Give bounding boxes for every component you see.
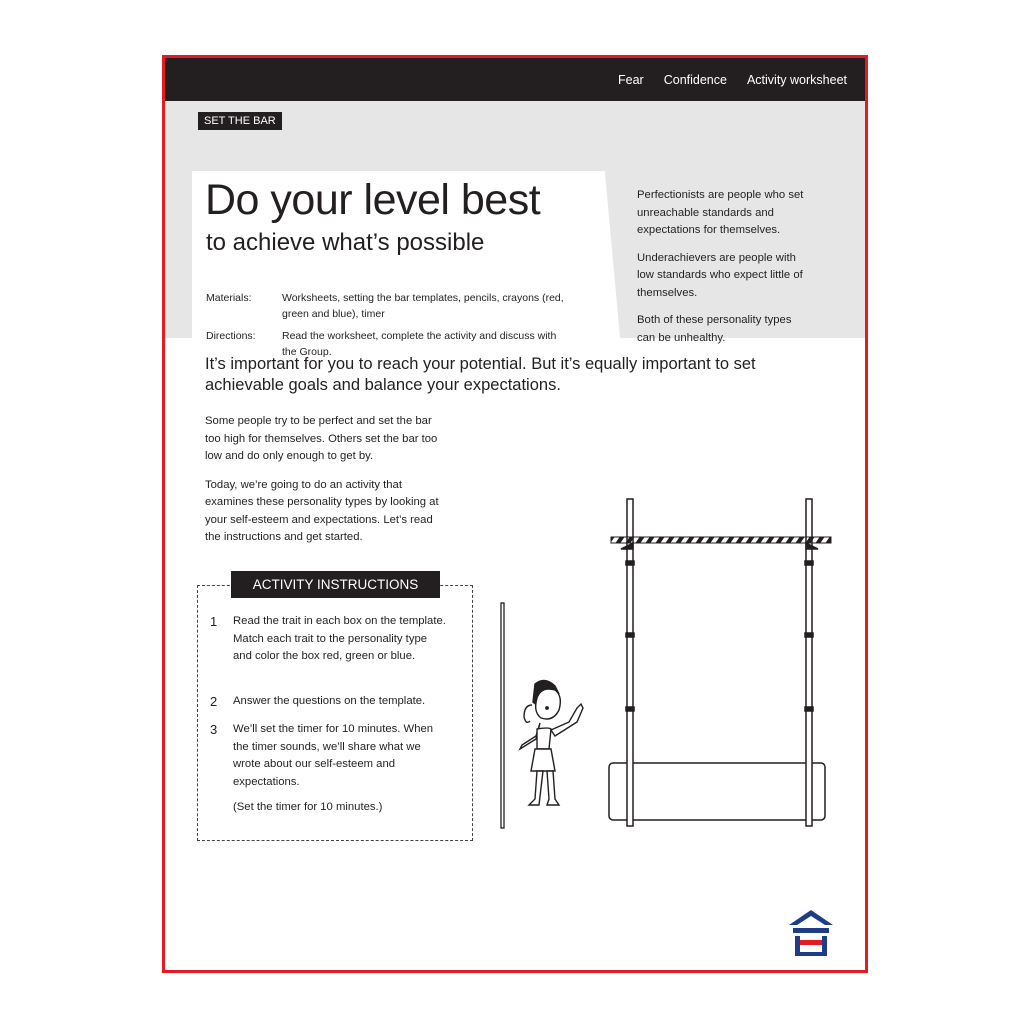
nav-item-activity-worksheet[interactable]: Activity worksheet: [746, 72, 847, 87]
sidebar-perfectionists: Perfectionists are people who set unreachable standards and expectations for themselves.: [637, 189, 804, 236]
nav-item-confidence[interactable]: Confidence: [663, 72, 727, 87]
intro-paragraph-2: Today, we’re going to do an activity that examines these personality types by looking at your self-esteem and expectations. Let’s read the instructions and get started.: [205, 478, 439, 543]
step-text: We’ll set the timer for 10 minutes. When the timer sounds, we’ll share what we wrote about our self-esteem and expectations.: [233, 723, 434, 788]
step-number: 2: [210, 694, 218, 709]
crossbar-icon: [611, 537, 831, 543]
lead-paragraph: It’s important for you to reach your potential. But it’s equally important to set achievable goals and balance your expectations.: [205, 355, 756, 394]
sidebar-underachievers: Underachievers are people with low standards who expect little of themselves.: [637, 251, 803, 299]
page-subtitle: to achieve what’s possible: [206, 229, 485, 256]
measuring-pole: [501, 603, 504, 828]
step-number: 3: [210, 722, 218, 737]
nav-item-fear[interactable]: Fear: [618, 72, 644, 87]
house-logo-icon: [787, 908, 835, 958]
timer-note: (Set the timer for 10 minutes.): [233, 801, 383, 813]
worksheet-page: [162, 55, 868, 973]
materials-label: Materials:: [206, 292, 252, 304]
step-text: Read the trait in each box on the template. Match each trait to the personality type and color the box red, green or blue.: [233, 615, 446, 662]
directions-label: Directions:: [206, 330, 256, 342]
intro-paragraph-1: Some people try to be perfect and set the bar too high for themselves. Others set the bar too low and do only enough to get by.: [205, 415, 438, 462]
directions-text: Read the worksheet, complete the activity and discuss with the Group.: [282, 330, 557, 358]
section-tag: SET THE BAR: [198, 112, 282, 130]
instructions-heading: ACTIVITY INSTRUCTIONS: [231, 571, 440, 598]
step-text: Answer the questions on the template.: [233, 695, 426, 707]
materials-text: Worksheets, setting the bar templates, pencils, crayons (red, green and blue), timer: [282, 292, 564, 320]
step-number: 1: [210, 614, 218, 629]
girl-figure-icon: [520, 680, 583, 805]
page-title: Do your level best: [205, 176, 541, 224]
sidebar-unhealthy: Both of these personality types can be unhealthy.: [637, 314, 792, 344]
high-jump-frame-icon: [609, 499, 825, 826]
girl-and-high-jump-bar-illustration: [165, 58, 865, 970]
